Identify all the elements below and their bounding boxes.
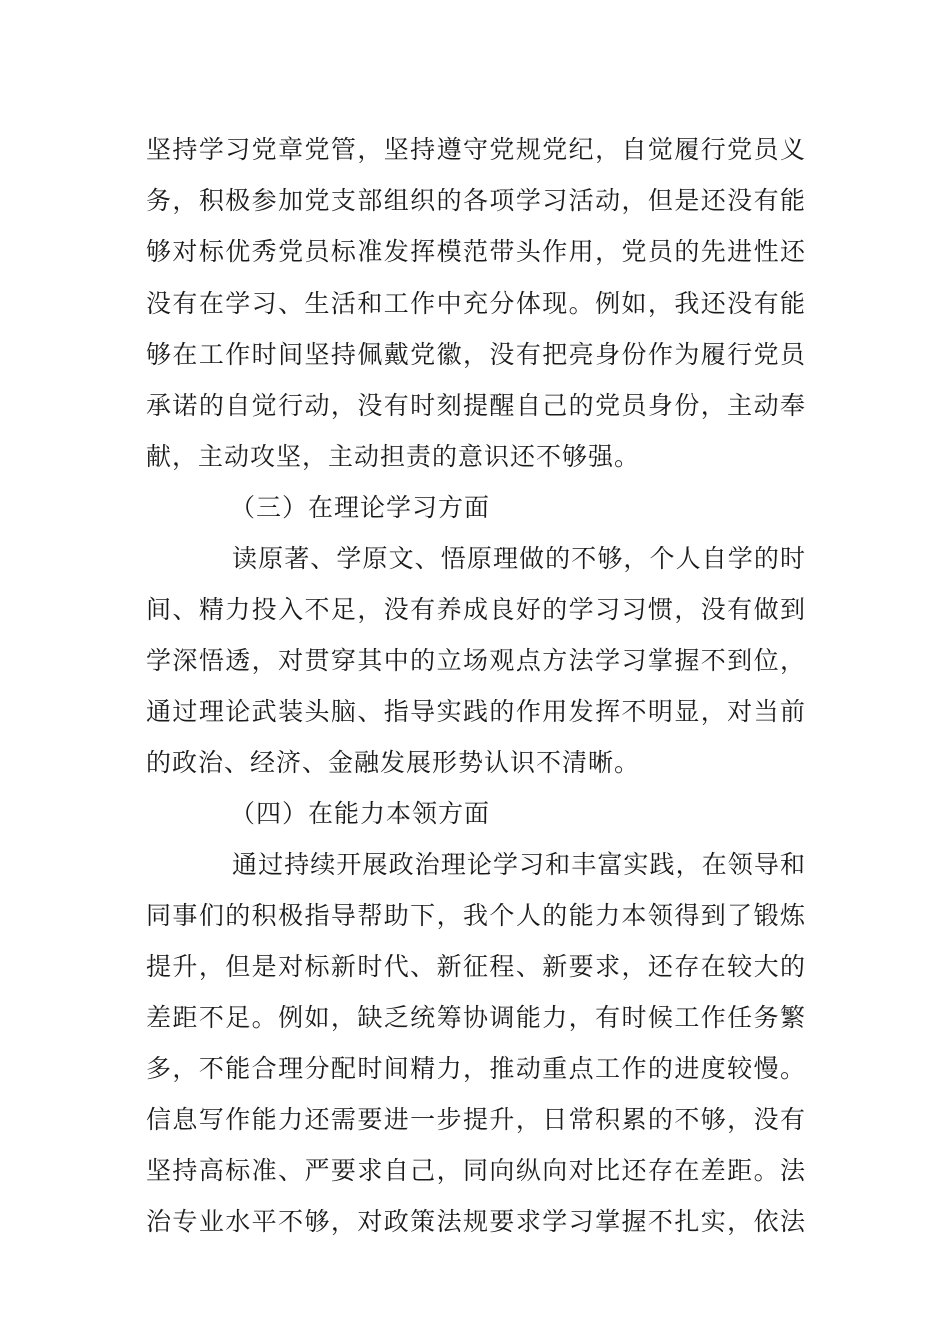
body-line: 的政治、经济、金融发展形势认识不清晰。	[146, 748, 641, 777]
body-line: 提升，但是对标新时代、新征程、新要求，还存在较大的	[146, 952, 806, 981]
body-line: 多，不能合理分配时间精力，推动重点工作的进度较慢。	[146, 1054, 806, 1083]
section-heading: （四）在能力本领方面	[230, 799, 491, 828]
body-line: 通过理论武装头脑、指导实践的作用发挥不明显，对当前	[146, 697, 806, 726]
body-line: 读原著、学原文、悟原理做的不够，个人自学的时	[232, 544, 806, 573]
body-line: 同事们的积极指导帮助下，我个人的能力本领得到了锻炼	[146, 901, 806, 930]
body-line: 差距不足。例如，缺乏统筹协调能力，有时候工作任务繁	[146, 1003, 806, 1032]
section-heading: （三）在理论学习方面	[230, 493, 491, 522]
body-line: 间、精力投入不足，没有养成良好的学习习惯，没有做到	[146, 595, 806, 624]
body-line: 学深悟透，对贯穿其中的立场观点方法学习掌握不到位，	[146, 646, 806, 675]
body-line: 献，主动攻坚，主动担责的意识还不够强。	[146, 442, 641, 471]
body-line: 治专业水平不够，对政策法规要求学习掌握不扎实，依法	[146, 1207, 806, 1236]
body-line: 务，积极参加党支部组织的各项学习活动，但是还没有能	[146, 186, 806, 215]
body-line: 坚持高标准、严要求自己，同向纵向对比还存在差距。法	[146, 1156, 806, 1185]
body-line: 坚持学习党章党管，坚持遵守党规党纪，自觉履行党员义	[146, 135, 806, 164]
body-line: 够对标优秀党员标准发挥模范带头作用，党员的先进性还	[146, 237, 806, 266]
body-line: 通过持续开展政治理论学习和丰富实践，在领导和	[232, 850, 806, 879]
body-line: 承诺的自觉行动，没有时刻提醒自己的党员身份，主动奉	[146, 391, 806, 420]
body-line: 没有在学习、生活和工作中充分体现。例如，我还没有能	[146, 289, 806, 318]
body-line: 信息写作能力还需要进一步提升，日常积累的不够，没有	[146, 1105, 806, 1134]
body-line: 够在工作时间坚持佩戴党徽，没有把亮身份作为履行党员	[146, 340, 806, 369]
